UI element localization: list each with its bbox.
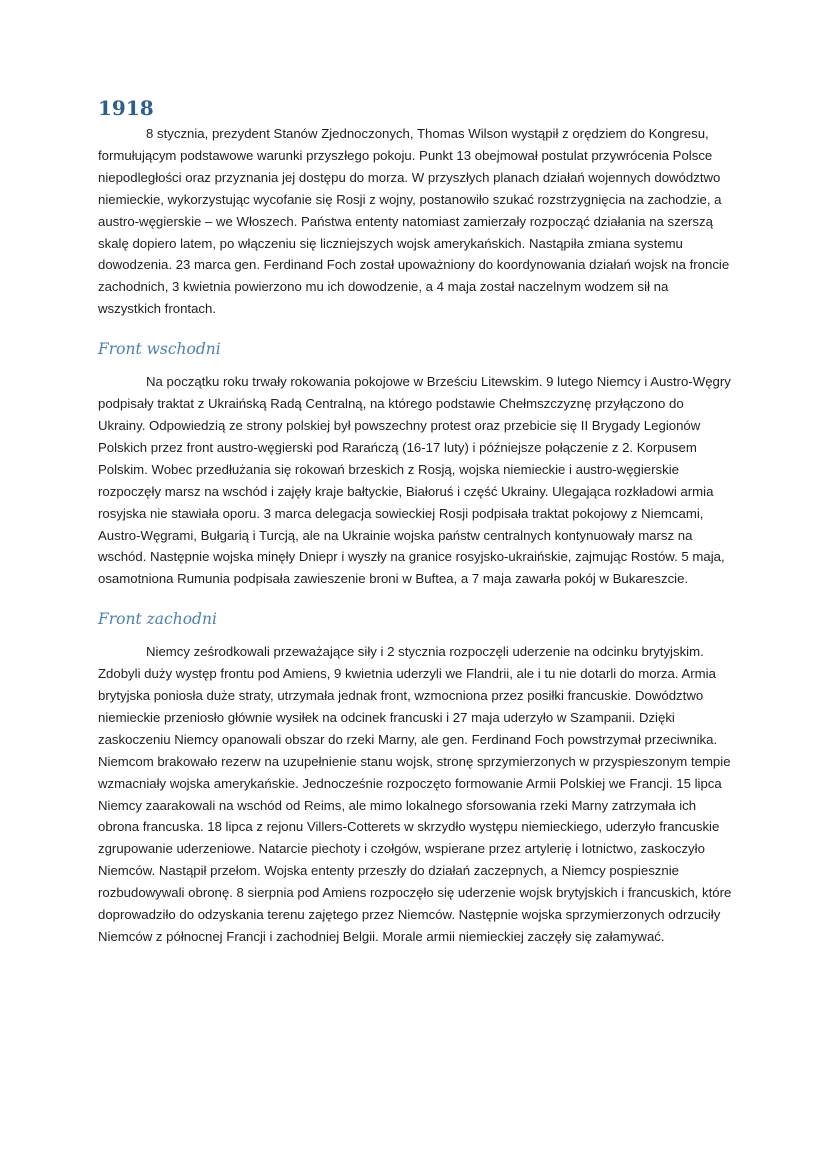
document-title: 1918 <box>98 96 154 120</box>
section-front-wschodni <box>98 338 734 590</box>
section-heading-front-zachodni: Front zachodni <box>98 610 217 629</box>
intro-paragraph: 8 stycznia, prezydent Stanów Zjednoczonych, Thomas Wilson wystąpił z orędziem do Kongresu, formułującym podstawowe warunki przyszłego pokoju. Punkt 13 obejmował postulat przywrócenia Polsce niepodległości oraz przyznania jej dostępu do morza. W przyszłych planach działań wojennych dowództwo niemieckie, wykorzystując wycofanie się Rosji z wojny, postanowiło szukać rozstrzygnięcia na zachodzie, a austro-węgierskie – we Włoszech. Państwa ententy natomiast zamierzały rozpocząć działania na szerszą skalę dopiero latem, po włączeniu się liczniejszych wojsk amerykańskich. Nastąpiła zmiana systemu dowodzenia. 23 marca gen. Ferdinand Foch został upoważniony do koordynowania działań wojsk na froncie zachodnich, 3 kwietnia powierzono mu ich dowodzenie, a 4 maja został naczelnym wodzem sił na wszystkich frontach. <box>98 126 730 317</box>
section-paragraph-front-wschodni: Na początku roku trwały rokowania pokojowe w Brześciu Litewskim. 9 lutego Niemcy i Austro-Węgry podpisały traktat z Ukraińską Radą Centralną, na którego podstawie Chełmszczyznę przyłączono do Ukrainy. Odpowiedzią ze strony polskiej był powszechny protest oraz przebicie się II Brygady Legionów Polskich przez front austro-węgierski pod Rarańczą (16-17 luty) i późniejsze połączenie z 2. Korpusem Polskim. Wobec przedłużania się rokowań brzeskich z Rosją, wojska niemieckie i austro-węgierskie rozpoczęły marsz na wschód i zajęły kraje bałtyckie, Białoruś i część Ukrainy. Ulegająca rozkładowi armia rosyjska nie stawiała oporu. 3 marca delegacja sowieckiej Rosji podpisała traktat pokojowy z Niemcami, Austro-Węgrami, Bułgarią i Turcją, ale na Ukrainie wojska państw centralnych kontynuowały marsz na wschód. Następnie wojska minęły Dniepr i wyszły na granice rosyjsko-ukraińskie, zajmując Rostów. 5 maja, osamotniona Rumunia podpisała zawieszenie broni w Buftea, a 7 maja zawarła pokój w Bukareszcie. <box>98 374 731 587</box>
section-paragraph-front-zachodni: Niemcy ześrodkowali przeważające siły i 2 stycznia rozpoczęli uderzenie na odcinku brytyjskim. Zdobyli duży występ frontu pod Amiens, 9 kwietnia uderzyli we Flandrii, ale i tu nie dotarli do morza. Armia brytyjska poniosła duże straty, utrzymała jednak front, wzmocniona przez posiłki francuskie. Dowództwo niemieckie przeniosło głównie wysiłek na odcinek francuski i 27 maja uderzyło w Szampanii. Dzięki zaskoczeniu Niemcy opanowali obszar do rzeki Marny, ale gen. Ferdinand Foch powstrzymał przeciwnika. Niemcom brakowało rezerw na uzupełnienie stanu wojsk, stronę sprzymierzonych w przyspieszonym tempie wzmacniały wojska amerykańskie. Jednocześnie rozpoczęto formowanie Armii Polskiej we Francji. 15 lipca Niemcy zaarakowali na wschód od Reims, ale mimo lokalnego sforsowania rzeki Marny zatrzymała ich obrona francuska. 18 lipca z rejonu Villers-Cotterets w skrzydło występu niemieckiego, uderzyło francuskie zgrupowanie uderzeniowe. Natarcie piechoty i czołgów, wspierane przez artylerię i lotnictwo, zaskoczyło Niemców. Nastąpił przełom. Wojska ententy przeszły do działań zaczepnych, a Niemcy pospiesznie rozbudowywali obronę. 8 sierpnia pod Amiens rozpoczęło się uderzenie wojsk brytyjskich i francuskich, które doprowadziło do odzyskania terenu zajętego przez Niemców. Następnie wojska sprzymierzonych odrzuciły Niemców z północnej Francji i zachodniej Belgii. Morale armii niemieckiej zaczęły się załamywać. <box>98 644 732 944</box>
section-front-zachodni <box>98 608 734 948</box>
document-page <box>98 96 734 948</box>
section-heading-front-wschodni: Front wschodni <box>98 340 221 359</box>
